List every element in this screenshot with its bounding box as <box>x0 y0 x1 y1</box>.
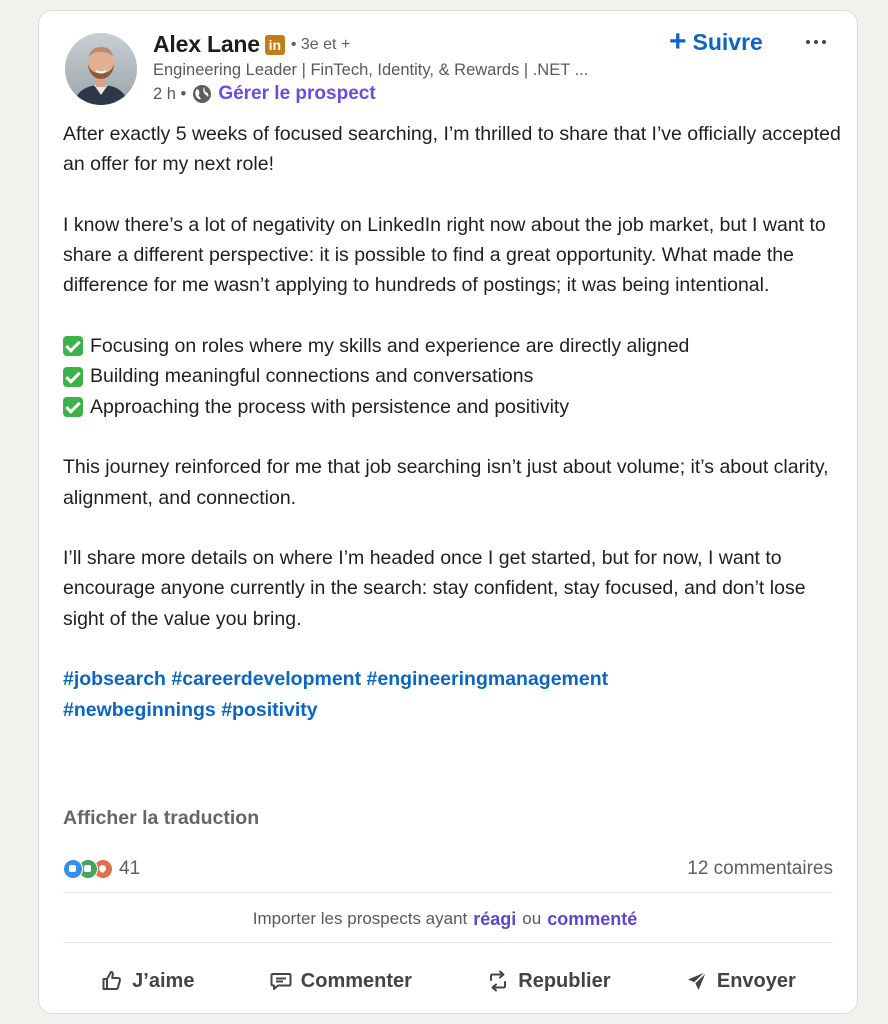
author-name[interactable]: Alex Lane <box>153 31 260 57</box>
hashtag-link[interactable]: #engineeringmanagement <box>366 668 609 691</box>
check-mark-icon <box>63 367 83 387</box>
avatar-photo <box>65 33 137 105</box>
send-icon <box>685 969 709 993</box>
post-paragraph: I’ll share more details on where I’m headed once I get started, but for now, I want to encourage anyone currently in the search: stay confident, stay focused, and don’t lose sight of the value you bring. <box>63 547 806 630</box>
post-paragraph: After exactly 5 weeks of focused searching, I’m thrilled to share that I’ve officially accepted an offer for my next role! <box>63 123 841 176</box>
import-or-text: ou <box>522 909 542 928</box>
divider <box>63 942 833 943</box>
import-commented-link[interactable]: commenté <box>547 908 638 929</box>
checklist-text: Building meaningful connections and conversations <box>90 365 534 388</box>
post-body <box>63 119 843 755</box>
hashtag-link[interactable]: #newbeginnings <box>63 698 216 721</box>
follow-button[interactable] <box>669 25 763 59</box>
repost-button[interactable] <box>478 963 618 999</box>
check-mark-icon <box>63 397 83 417</box>
comment-label: Commenter <box>300 969 412 992</box>
checklist-item <box>63 392 843 422</box>
checklist-text: Focusing on roles where my skills and experience are directly aligned <box>90 335 690 358</box>
connection-degree: • 3e et + <box>290 35 351 53</box>
hashtag-link[interactable]: #positivity <box>221 698 318 721</box>
show-translation-button[interactable]: Afficher la traduction <box>63 807 260 829</box>
comment-icon <box>269 969 293 993</box>
import-prospects-text: Importer les prospects ayant <box>252 909 468 928</box>
comment-button[interactable] <box>261 963 420 999</box>
repost-icon <box>486 969 510 993</box>
post-actions <box>63 961 833 1001</box>
hashtag-link[interactable]: #careerdevelopment <box>171 668 362 691</box>
checklist-text: Approaching the process with persistence and positivity <box>90 395 570 418</box>
import-prospects-bar <box>63 904 833 934</box>
like-label: J’aime <box>132 969 195 992</box>
repost-label: Republier <box>518 969 611 992</box>
comments-count-link[interactable]: 12 commentaires <box>687 858 833 879</box>
author-headline: Engineering Leader | FinTech, Identity, & Rewards | .NET ... <box>153 61 589 79</box>
checklist-item <box>63 361 843 391</box>
post-meta <box>153 83 376 105</box>
post-paragraph: This journey reinforced for me that job searching isn’t just about volume; it’s about clarity, alignment, and connection. <box>63 456 829 509</box>
dot-icon <box>806 40 810 44</box>
divider <box>63 892 833 893</box>
dot-icon <box>814 40 818 44</box>
like-button[interactable] <box>92 963 202 999</box>
like-reaction-icon <box>63 859 83 879</box>
manage-prospect-link[interactable]: Gérer le prospect <box>218 83 376 104</box>
social-counts <box>63 857 833 881</box>
author-name-row <box>153 31 350 58</box>
linkedin-premium-icon: in <box>265 35 285 55</box>
plus-icon: + <box>669 25 687 58</box>
hashtags <box>63 664 843 725</box>
checklist <box>63 331 843 422</box>
reactions-summary[interactable] <box>63 858 140 880</box>
post-paragraph: I know there’s a lot of negativity on LinkedIn right now about the job market, but I want to share a different perspective: it is possible to find a great opportunity. What made the difference for me wasn’t applying to hundreds of postings; it was being intentional. <box>63 213 826 297</box>
thumbs-up-icon <box>100 969 124 993</box>
post-card <box>38 10 858 1014</box>
import-reacted-link[interactable]: réagi <box>473 908 517 929</box>
reactions-count: 41 <box>119 858 141 879</box>
check-mark-icon <box>63 336 83 356</box>
globe-icon <box>192 84 212 104</box>
send-label: Envoyer <box>716 969 796 992</box>
follow-label: Suivre <box>692 28 763 55</box>
send-button[interactable] <box>677 963 804 999</box>
post-time: 2 h • <box>153 84 187 103</box>
author-avatar[interactable] <box>65 33 137 105</box>
more-options-button[interactable] <box>799 29 833 55</box>
checklist-item <box>63 331 843 361</box>
dot-icon <box>822 40 826 44</box>
hashtag-link[interactable]: #jobsearch <box>63 668 166 691</box>
